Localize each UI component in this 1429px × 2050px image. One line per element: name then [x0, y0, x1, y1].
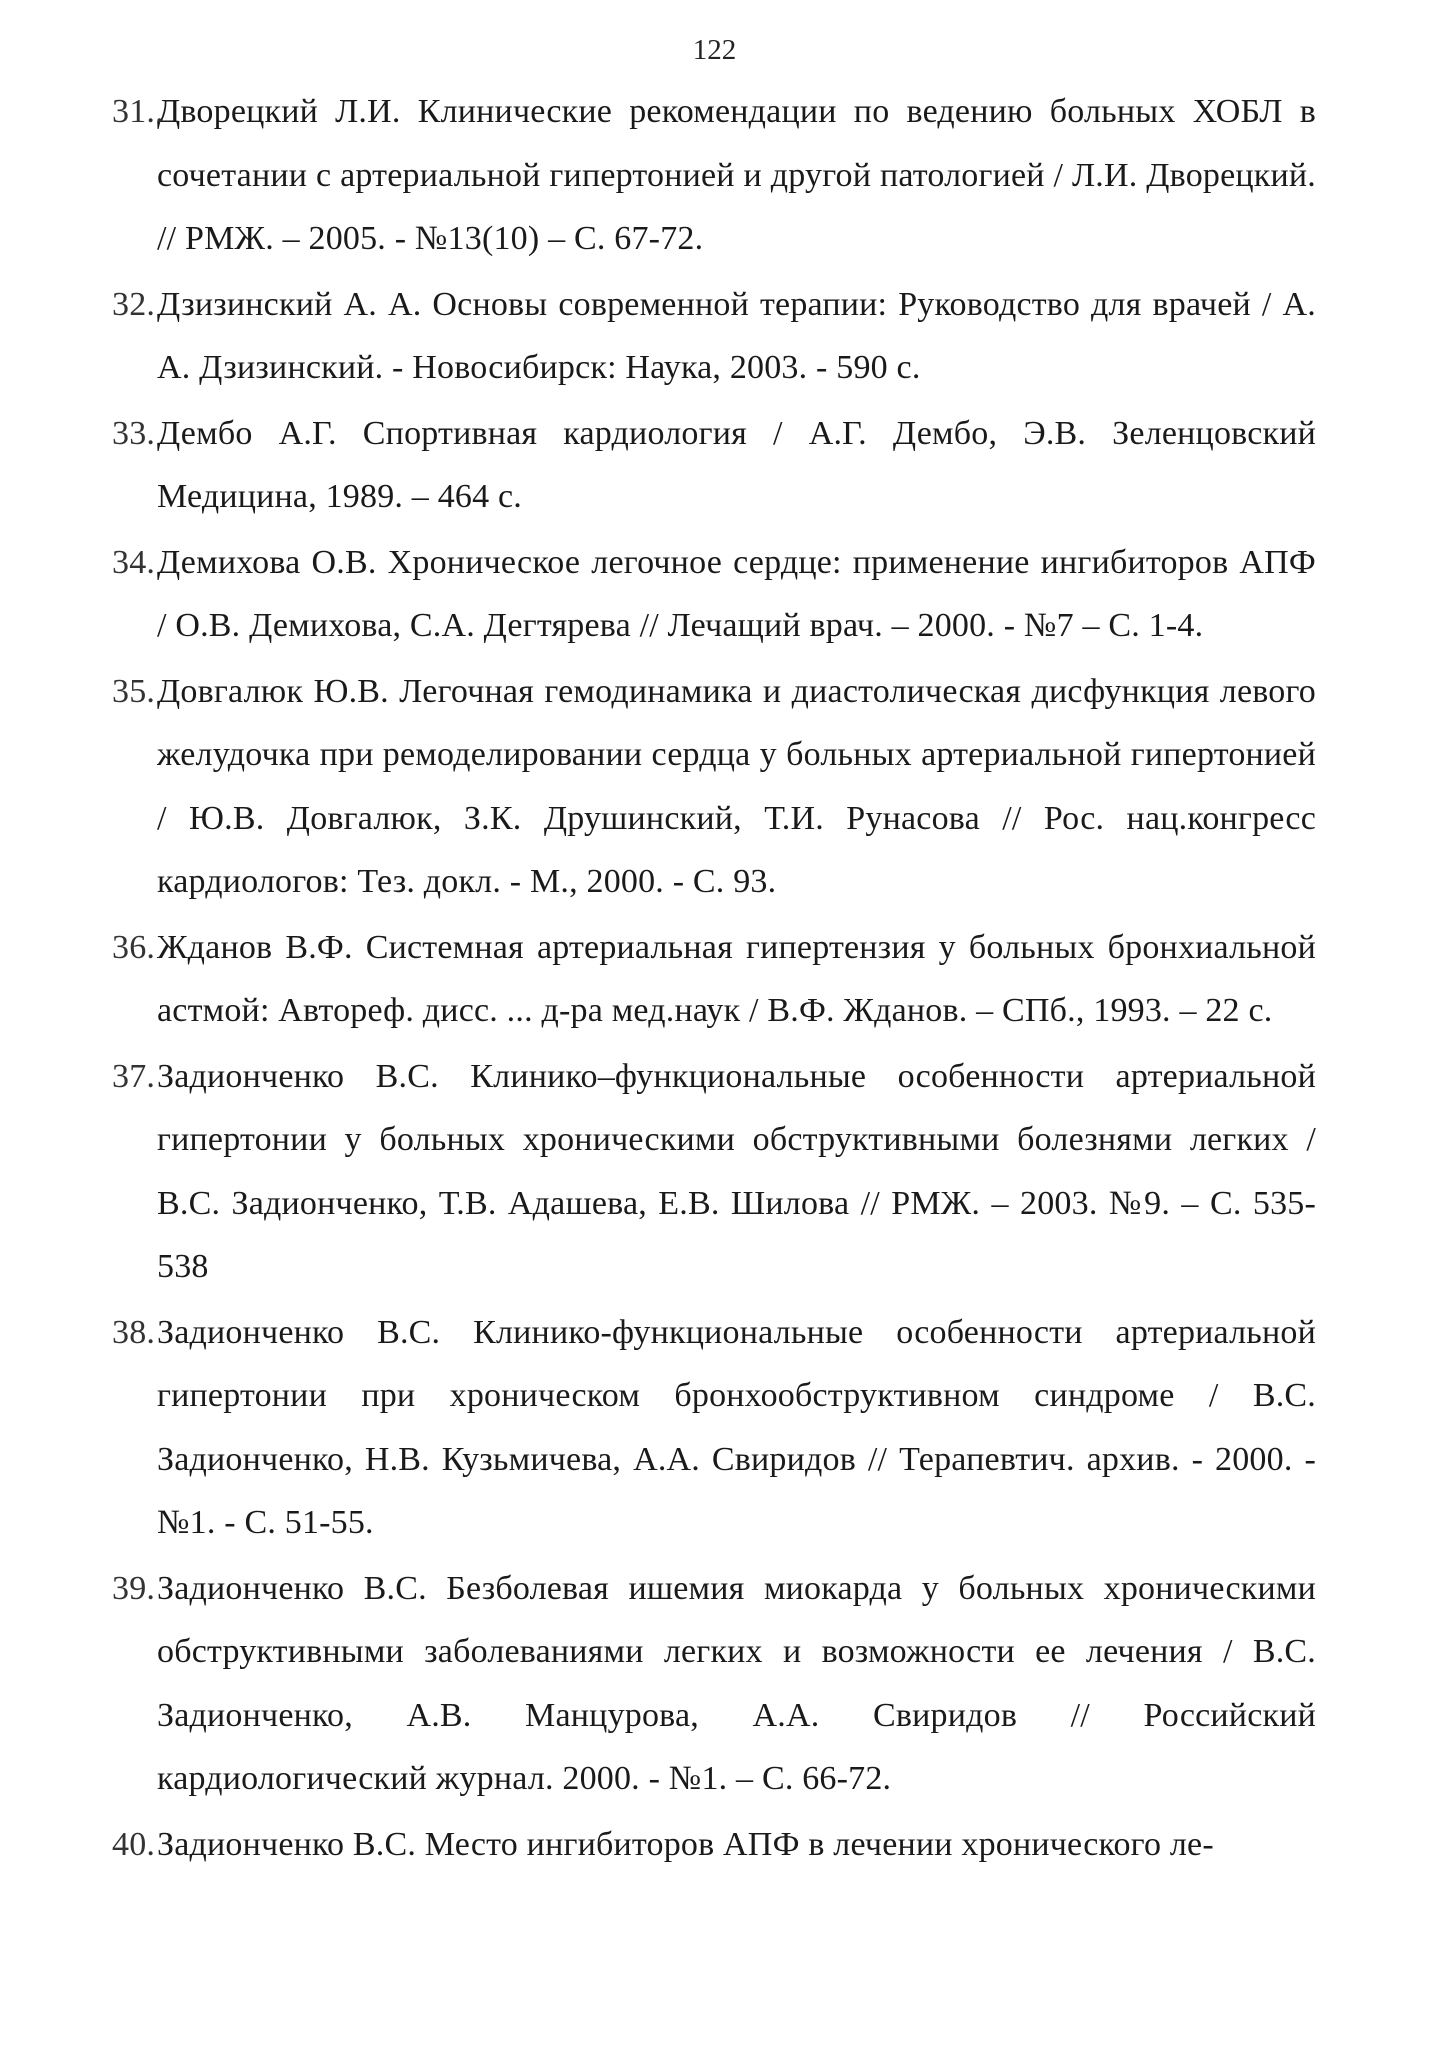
reference-text: Демихова О.В. Хроническое легочное сердце: применение ингибиторов АПФ / О.В. Демихова, С.А. Дегтярева // Лечащий врач. – 2000. - №7 – С. 1-4.	[157, 543, 1316, 644]
reference-item	[112, 1557, 1316, 1811]
reference-text: Дворецкий Л.И. Клинические рекомендации по ведению больных ХОБЛ в сочетании с артериальной гипертонией и другой патологией / Л.И. Дворецкий. // РМЖ. – 2005. - №13(10) – С. 67-72.	[157, 93, 1316, 257]
reference-text: Задионченко В.С. Безболевая ишемия миокарда у больных хроническими обструктивными заболеваниями легких и возможности ее лечения / В.С. Задионченко, А.В. Манцурова, А.А. Свиридов // Российский кардиологический журнал. 2000. - №1. – С. 66-72.	[157, 1569, 1316, 1797]
reference-text: Дембо А.Г. Спортивная кардиология / А.Г. Дембо, Э.В. Зеленцовский Медицина, 1989. – 464 с.	[157, 414, 1316, 515]
reference-number: 39.	[112, 1569, 156, 1607]
reference-number: 38.	[112, 1313, 156, 1351]
reference-item	[112, 916, 1316, 1043]
reference-text: Задионченко В.С. Клинико–функциональные особенности артериальной гипертонии у больных хроническими обструктивными болезнями легких / В.С. Задионченко, Т.В. Адашева, Е.В. Шилова // РМЖ. – 2003. №9. – С. 535-538	[157, 1057, 1316, 1285]
reference-text: Довгалюк Ю.В. Легочная гемодинамика и диастолическая дисфункция левого желудочка при ремоделировании сердца у больных артериальной гипертонией / Ю.В. Довгалюк, З.К. Друшинский, Т.И. Рунасова // Рос. нац.конгресс кардиологов: Тез. докл. - М., 2000. - С. 93.	[157, 672, 1316, 900]
reference-number: 32.	[112, 285, 156, 323]
page-number: 122	[692, 34, 737, 66]
reference-number: 40.	[112, 1825, 156, 1863]
reference-number: 37.	[112, 1057, 156, 1095]
reference-text: Задионченко В.С. Клинико-функциональные особенности артериальной гипертонии при хроническом бронхообструктивном синдроме / В.С. Задионченко, Н.В. Кузьмичева, А.А. Свиридов // Терапевтич. архив. - 2000. -№1. - С. 51-55.	[157, 1313, 1316, 1541]
reference-item	[112, 1045, 1316, 1299]
reference-number: 31..	[112, 93, 164, 130]
reference-item	[112, 660, 1316, 914]
reference-item	[112, 273, 1316, 400]
reference-item	[112, 531, 1316, 658]
reference-item	[112, 402, 1316, 529]
reference-item	[112, 1813, 1316, 1877]
reference-item	[112, 1301, 1316, 1555]
reference-list	[112, 80, 1316, 1878]
reference-text: Жданов В.Ф. Системная артериальная гипертензия у больных бронхиальной астмой: Автореф. дисс. ... д-ра мед.наук / В.Ф. Жданов. – СПб., 1993. – 22 с.	[157, 928, 1316, 1029]
reference-number: 34.	[112, 543, 156, 581]
reference-number: 33.	[112, 414, 156, 452]
reference-item	[112, 80, 1316, 271]
reference-number: 36.	[112, 928, 156, 966]
reference-number: 35.	[112, 672, 156, 710]
reference-text: Дзизинский А. А. Основы современной терапии: Руководство для врачей / А. А. Дзизинский. - Новосибирск: Наука, 2003. - 590 с.	[157, 285, 1316, 386]
reference-text: Задионченко В.С. Место ингибиторов АПФ в лечении хронического ле-	[157, 1825, 1214, 1863]
